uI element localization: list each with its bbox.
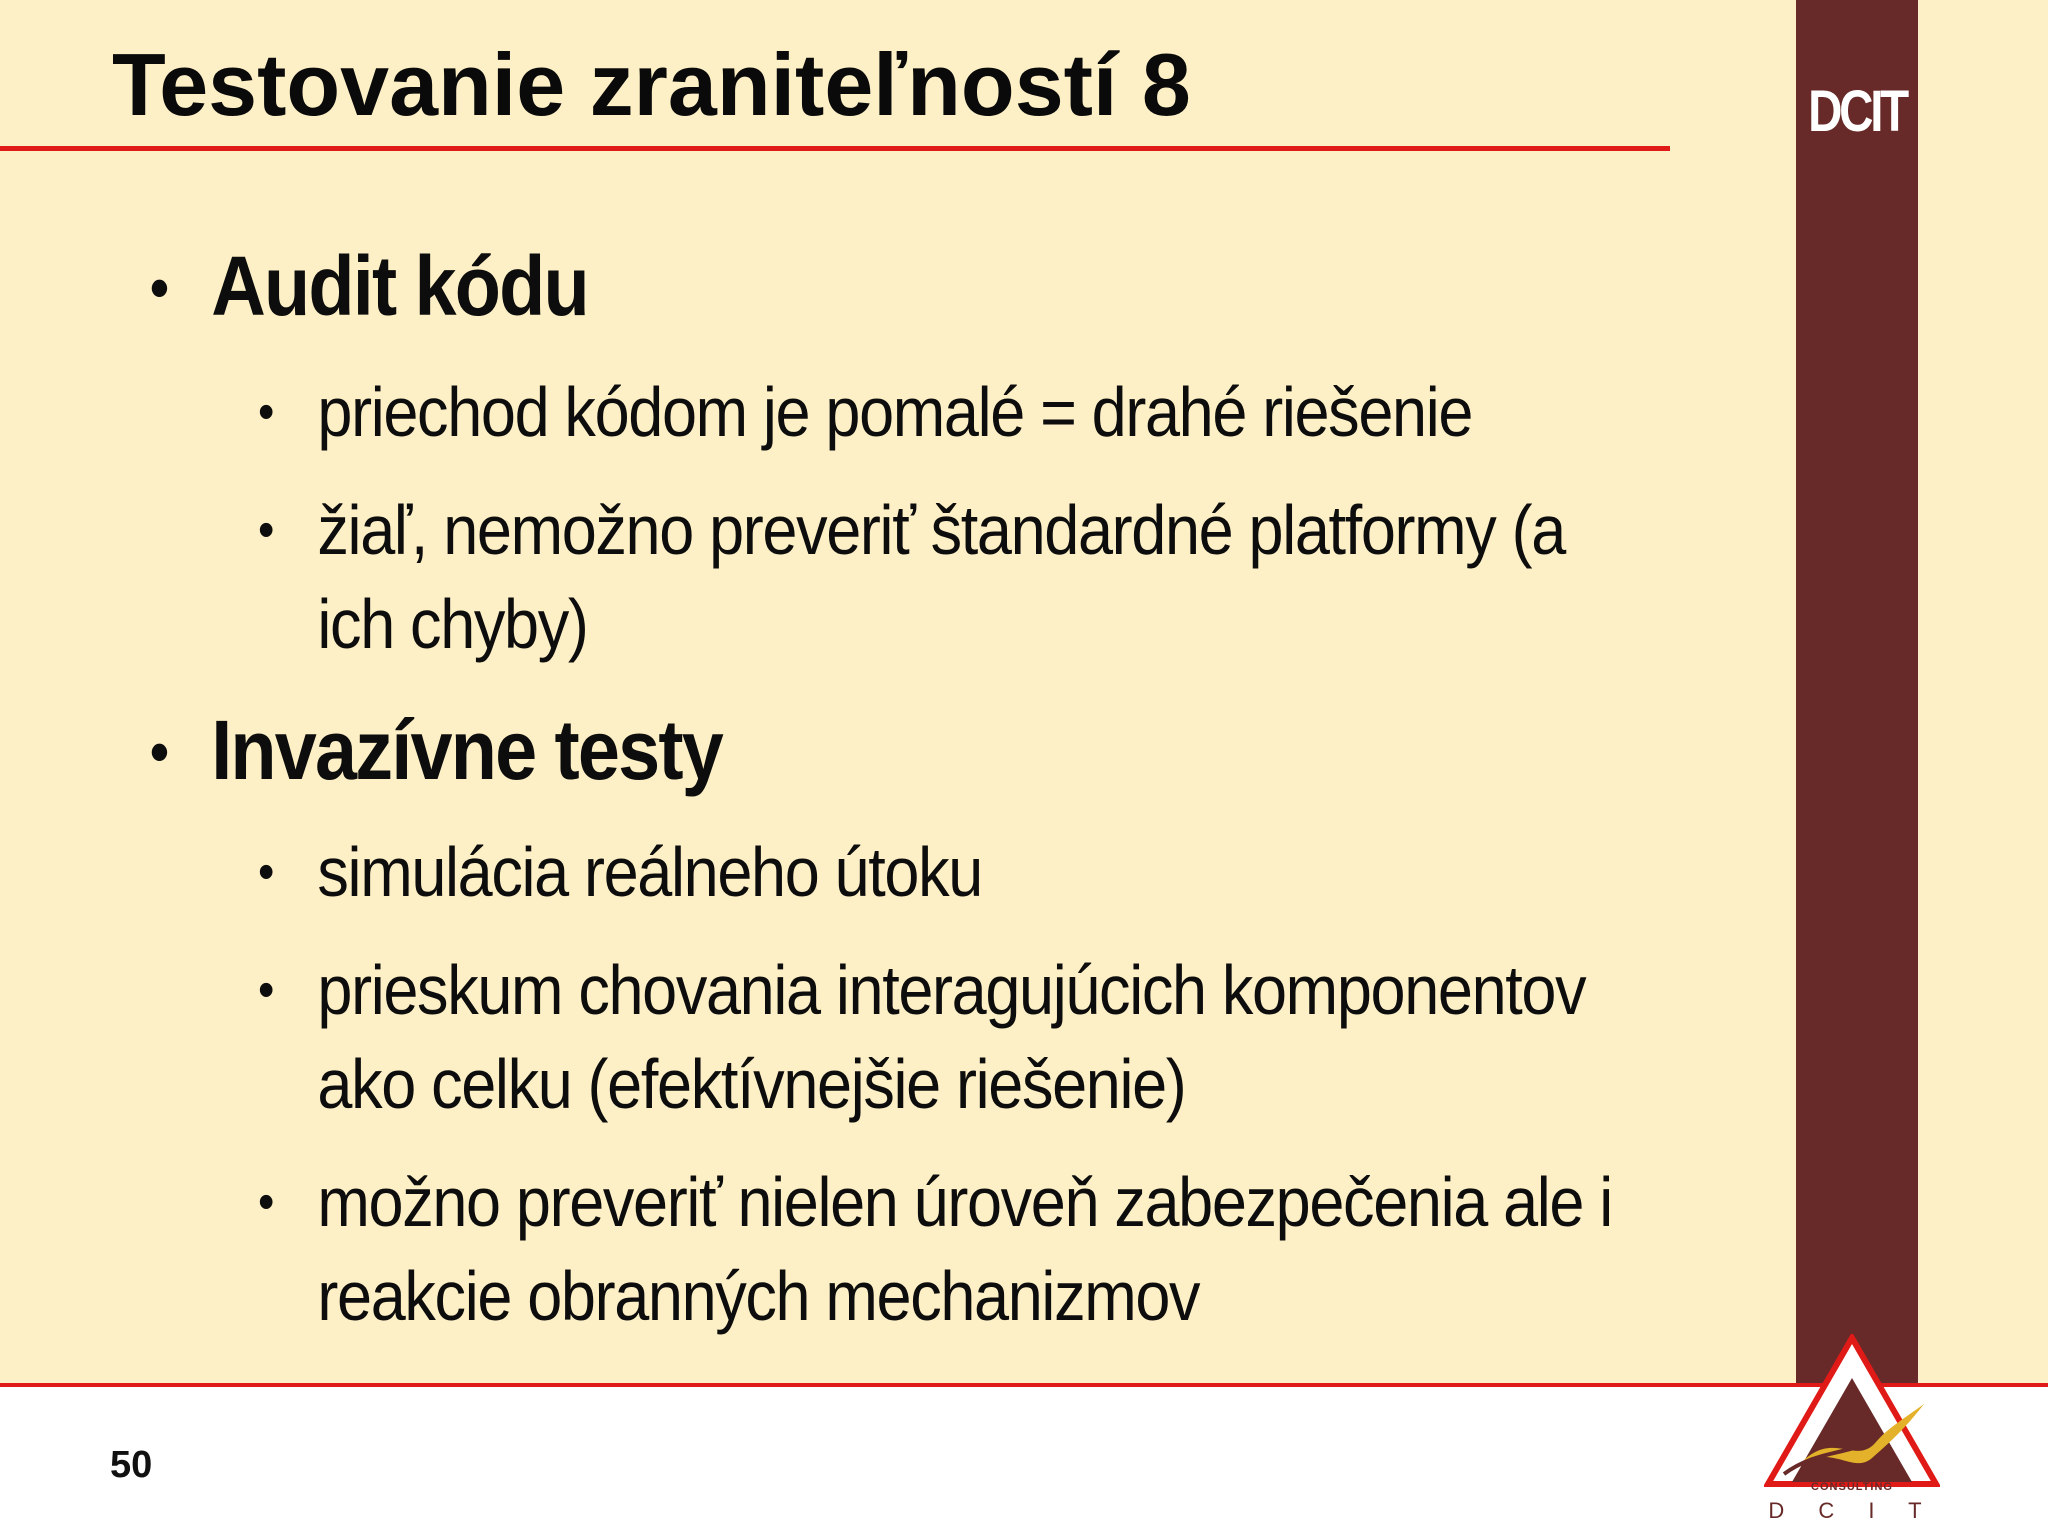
sub-bullet-label: prieskum chovania interagujúcich komponentov ako celku (efektívnejšie riešenie) [317,951,1586,1123]
logo-consulting-text: CONSULTING [1811,1481,1893,1493]
sub-bullet-label: simulácia reálneho útoku [317,833,982,911]
bullet-dot: • [258,961,274,1019]
footer [0,1387,2048,1536]
bullet-dot: • [150,718,168,785]
sub-bullet [258,1155,1644,1343]
sub-bullet [258,483,1644,671]
dcit-logo-icon [1764,1334,1940,1534]
brand-sidebar [1796,0,1918,1386]
bullet-dot: • [150,254,168,321]
brand-label: DCIT [1808,79,1906,144]
sub-bullet-label: žiaľ, nemožno preveriť štandardné platformy (a ich chyby) [317,491,1565,663]
sub-bullet-label: možno preveriť nielen úroveň zabezpečenia ale i reakcie obranných mechanizmov [317,1163,1612,1335]
sub-bullet [258,943,1644,1131]
bullet-label: Invazívne testy [211,703,723,797]
bullet-dot: • [258,1173,274,1231]
bullet-dot: • [258,383,274,441]
footer-divider [0,1383,2048,1387]
bullet-dot: • [258,501,274,559]
sub-bullet-label: priechod kódom je pomalé = drahé riešenie [317,373,1473,451]
sub-bullet [258,365,1644,459]
bullet-invazivne-testy [150,700,722,802]
logo-dcit-text: D C I T [1768,1498,1936,1523]
page-number: 50 [110,1444,153,1486]
sub-bullet [258,825,1644,919]
slide-title: Testovanie zraniteľností 8 [112,35,1191,134]
bullet-audit-kodu [150,236,588,338]
bullet-dot: • [258,843,274,901]
bullet-label: Audit kódu [211,239,588,333]
